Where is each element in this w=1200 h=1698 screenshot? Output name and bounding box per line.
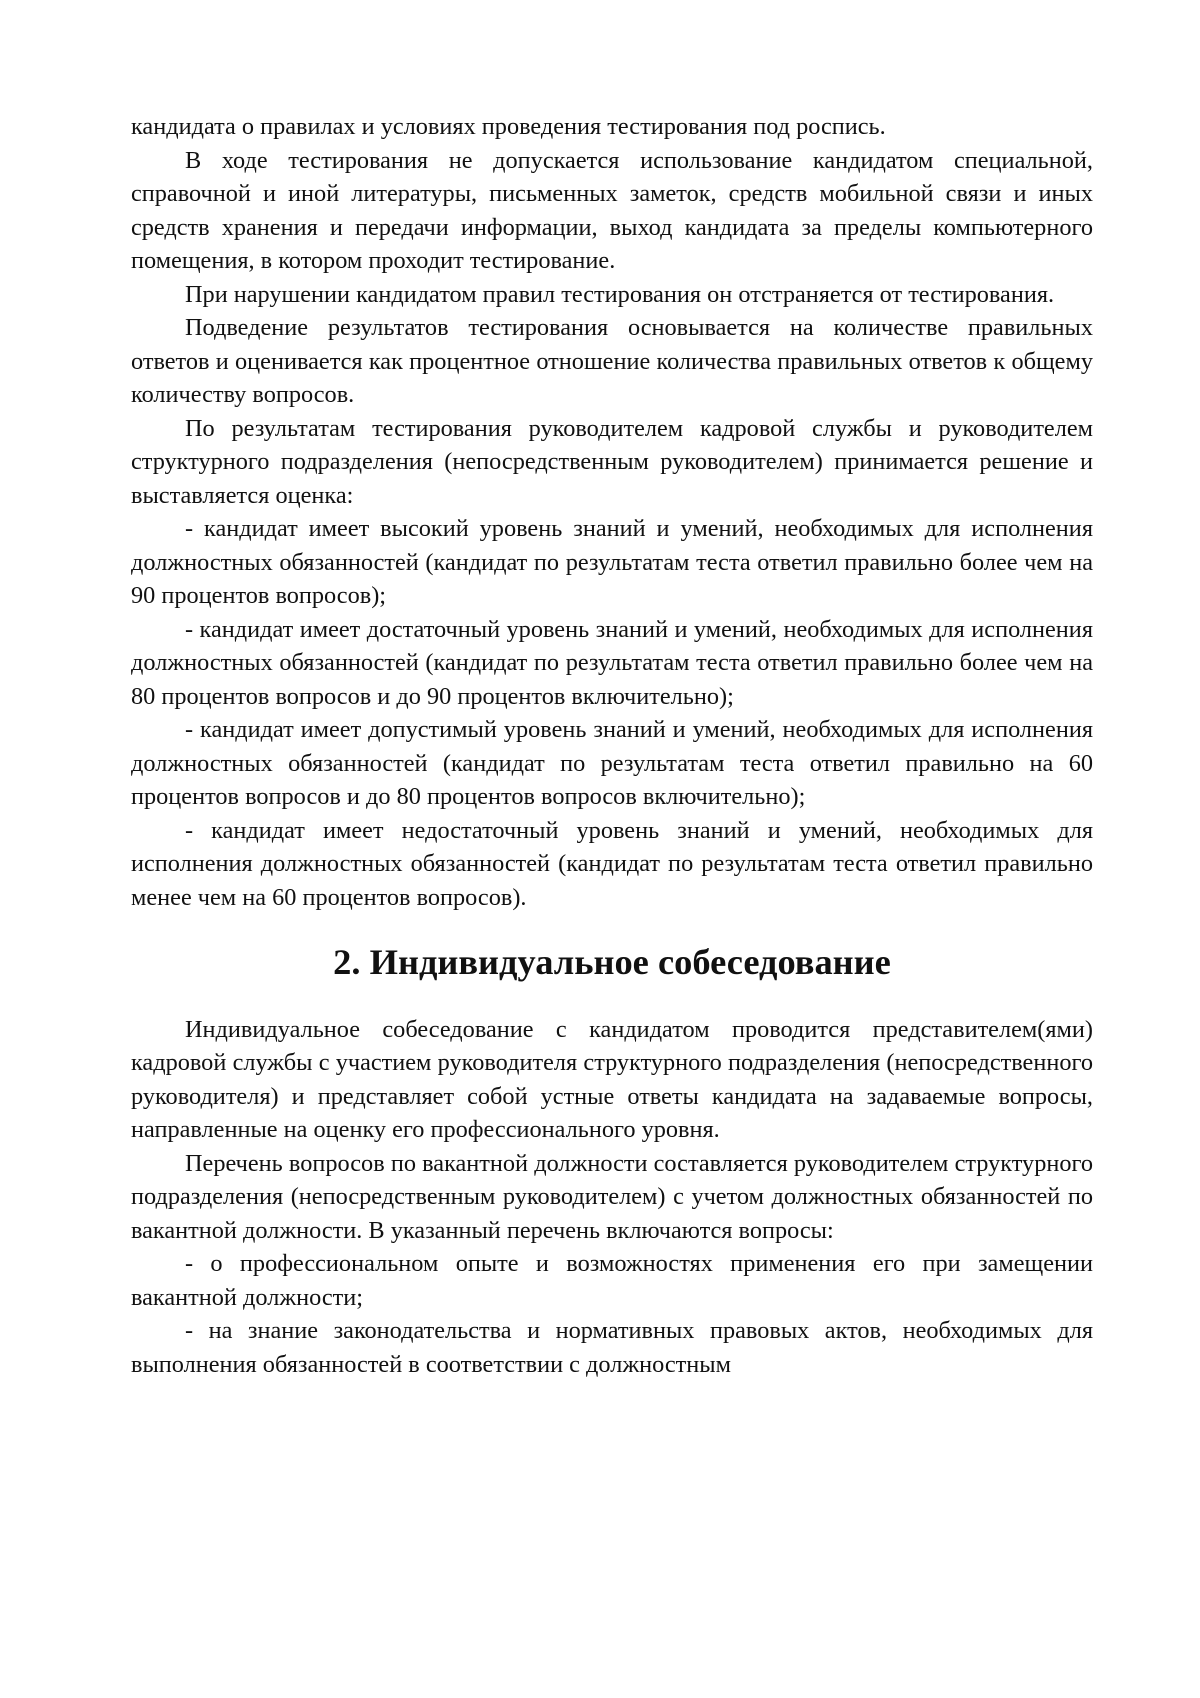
paragraph-rule-violation: При нарушении кандидатом правил тестирования он отстраняется от тестирования. — [185, 280, 1055, 308]
paragraph-results-summary: Подведение результатов тестирования основывается на количестве правильных ответов и оценивается как процентное отношение количества правильных ответов к общему количеству вопросов. — [131, 314, 1093, 408]
document-page — [131, 110, 1093, 1381]
paragraph-interview-description: Индивидуальное собеседование с кандидатом проводится представителем(ями) кадровой службы с участием руководителя структурного подразделения (непосредственного руководителя) и представляет собой устные ответы кандидата на задаваемые вопросы, направленные на оценку его профессионального уровня. — [131, 1015, 1093, 1143]
paragraph-testing-restrictions: В ходе тестирования не допускается использование кандидатом специальной, справочной и иной литературы, письменных заметок, средств мобильной связи и иных средств хранения и передачи информации, выход кандидата за пределы компьютерного помещения, в котором проходит тестирование. — [131, 146, 1093, 274]
list-item-acceptable-level: - кандидат имеет допустимый уровень знаний и умений, необходимых для исполнения должностных обязанностей (кандидат по результатам теста ответил правильно на 60 процентов вопросов и до 80 процентов вопросов включительно); — [131, 716, 1093, 810]
list-item-sufficient-level: - кандидат имеет достаточный уровень знаний и умений, необходимых для исполнения должностных обязанностей (кандидат по результатам теста ответил правильно более чем на 80 процентов вопросов и до 90 процентов включительно); — [131, 615, 1093, 710]
list-item-professional-experience: - о профессиональном опыте и возможностях применения его при замещении вакантной должности; — [131, 1250, 1093, 1311]
paragraph-question-list: Перечень вопросов по вакантной должности составляется руководителем структурного подразделения (непосредственным руководителем) с учетом должностных обязанностей по вакантной должности. В указанный перечень включаются вопросы: — [131, 1149, 1093, 1244]
paragraph-continuation: кандидата о правилах и условиях проведения тестирования под роспись. — [131, 113, 886, 140]
paragraph-assessment-decision: По результатам тестирования руководителем кадровой службы и руководителем структурного подразделения (непосредственным руководителем) принимается решение и выставляется оценка: — [131, 414, 1093, 509]
list-item-legislation-knowledge: - на знание законодательства и нормативных правовых актов, необходимых для выполнения обязанностей в соответствии с должностным — [131, 1317, 1093, 1378]
list-item-insufficient-level: - кандидат имеет недостаточный уровень знаний и умений, необходимых для исполнения должностных обязанностей (кандидат по результатам теста ответил правильно менее чем на 60 процентов вопросов). — [131, 816, 1093, 911]
list-item-high-level: - кандидат имеет высокий уровень знаний и умений, необходимых для исполнения должностных обязанностей (кандидат по результатам теста ответил правильно более чем на 90 процентов вопросов); — [131, 515, 1093, 609]
section-heading: 2. Индивидуальное собеседование — [333, 942, 891, 982]
